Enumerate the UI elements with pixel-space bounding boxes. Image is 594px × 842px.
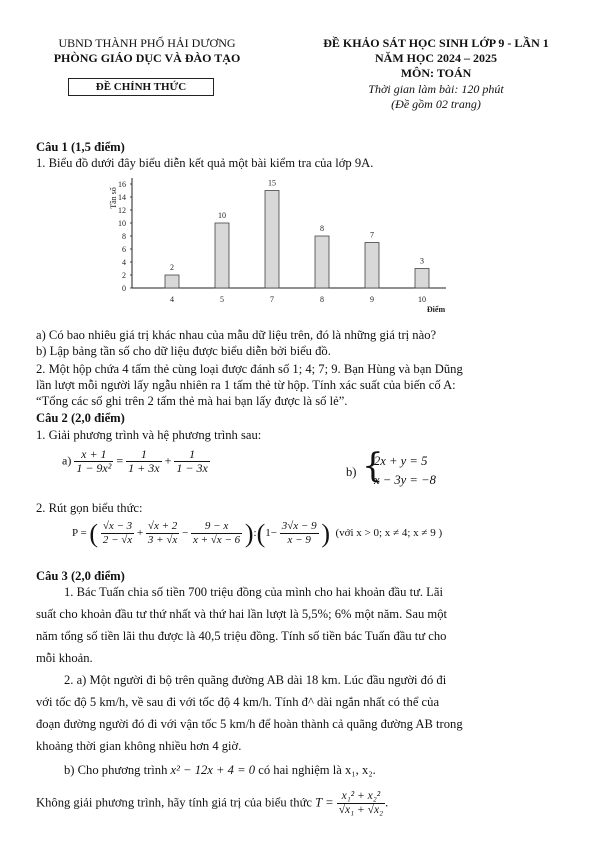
T-den: √x₁ + √x₂ xyxy=(338,804,384,816)
eq-a-equals: = xyxy=(116,453,124,468)
eq-a-num2: 1 xyxy=(126,448,161,462)
bar-10 xyxy=(415,269,429,289)
q3-last xyxy=(36,790,388,817)
P-num1: √x − 3 xyxy=(102,520,133,532)
q3-p2a-line4: khoảng thời gian không nhiều hơn 4 giờ. xyxy=(36,739,242,753)
subject: MÔN: TOÁN xyxy=(400,66,472,80)
P-den1: 2 − √x xyxy=(102,534,133,546)
eq-a-label: a) xyxy=(62,453,72,468)
eq-a-num1: x + 1 xyxy=(74,448,113,462)
x-tick-label: 4 xyxy=(170,295,174,304)
data-label: 15 xyxy=(268,178,276,188)
x-tick-label: 10 xyxy=(418,295,426,304)
org-line-1: UBND THÀNH PHỐ HẢI DƯƠNG xyxy=(58,36,236,50)
y-tick-label: 8 xyxy=(122,232,126,241)
q3-p2b-equation: x² − 12x + 4 = 0 xyxy=(170,763,256,777)
q3-p2b-pre: b) Cho phương trình xyxy=(64,763,168,777)
q1-part2-line3: “Tổng các số ghi trên 2 tấm thẻ mà hai bạn lấy được là số lẻ”. xyxy=(36,394,348,408)
q3-p1-line4: mỗi khoản. xyxy=(36,651,93,665)
P-den2: 3 + √x xyxy=(147,534,178,546)
q3-title: Câu 3 (2,0 điểm) xyxy=(36,569,125,583)
page-count: (Đề gồm 02 trang) xyxy=(391,97,481,111)
exam-title: ĐỀ KHẢO SÁT HỌC SINH LỚP 9 - LẦN 1 xyxy=(323,36,549,50)
y-tick-label: 2 xyxy=(122,271,126,280)
bar-9 xyxy=(365,243,379,289)
x-tick-label: 9 xyxy=(370,295,374,304)
y-tick-label: 0 xyxy=(122,284,126,293)
q3-p1-line1: 1. Bác Tuấn chia số tiền 700 triệu đồng của mình cho hai khoản đầu tư. Lãi xyxy=(64,585,443,599)
y-tick-label: 4 xyxy=(122,258,126,267)
q2-title: Câu 2 (2,0 điểm) xyxy=(36,411,125,425)
equation-a xyxy=(62,448,210,475)
q2-part2: 2. Rút gọn biểu thức: xyxy=(36,501,143,515)
eq-a-den2: 1 + 3x xyxy=(128,461,160,475)
q1-part2-line2: lần lượt mỗi người lấy ngẫu nhiên ra 1 tấm thẻ từ hộp. Tính xác suất của biến cố A: xyxy=(36,378,456,392)
system-b-line1: 2x + y = 5 xyxy=(374,454,428,468)
q1-b: b) Lập bảng tần số cho dữ liệu được biểu diễn bởi biểu đồ. xyxy=(36,344,331,358)
bar-4 xyxy=(165,275,179,288)
P-den3: x + √x − 6 xyxy=(192,534,241,546)
P-condition: (với x > 0; x ≠ 4; x ≠ 9 ) xyxy=(335,527,443,540)
bar-8 xyxy=(315,236,329,288)
q1-part2-line1: 2. Một hộp chứa 4 tấm thẻ cùng loại được đánh số 1; 4; 7; 9. Bạn Hùng và bạn Dũng xyxy=(36,362,463,376)
y-tick-label: 14 xyxy=(118,193,126,202)
expression-P: P = ( $\frac{√x - 3}{2 - √x}$ + $\frac{√x + 2}{3 + √x}$ − $\frac{9 - x}{x + √x - 6}$ ):(1− $\frac{3√x - 9}{x - 9}$ ) (với x > 0; x ≠ 4; x ≠ 9 ) xyxy=(72,519,443,548)
exam-time: Thời gian làm bài: 120 phút xyxy=(368,82,504,96)
eq-a-den1: 1 − 9x² xyxy=(76,461,112,475)
q2-part1: 1. Giải phương trình và hệ phương trình sau: xyxy=(36,428,262,442)
system-b-label: b) xyxy=(346,465,357,479)
y-axis-label: Tần số xyxy=(109,187,118,209)
x-tick-label: 7 xyxy=(270,295,274,304)
data-label: 2 xyxy=(170,263,174,272)
q1-title: Câu 1 (1,5 điểm) xyxy=(36,140,125,154)
data-label: 10 xyxy=(218,211,226,220)
x-tick-label: 5 xyxy=(220,295,224,304)
P-num4: 3√x − 9 xyxy=(281,520,317,532)
q3-p1-line3: năm tổng số tiền lãi thu được là 40,5 triệu đồng. Tính số tiền bác Tuấn đầu tư cho xyxy=(36,629,447,643)
eq-a-den3: 1 − 3x xyxy=(176,461,208,475)
P-lhs: P = xyxy=(72,527,87,540)
system-b-line2: x − 3y = −8 xyxy=(374,473,436,487)
q3-p2b xyxy=(64,762,376,778)
official-box: ĐỀ CHÍNH THỨC xyxy=(68,78,214,96)
data-label: 3 xyxy=(420,256,424,266)
T-end: . xyxy=(385,795,389,810)
q1-a: a) Có bao nhiêu giá trị khác nhau của mẫu dữ liệu trên, đó là những giá trị nào? xyxy=(36,328,437,342)
x-axis-label: Điểm xyxy=(426,305,446,314)
q3-last-pre: Không giải phương trình, hãy tính giá trị của biểu thức xyxy=(36,795,312,810)
eq-a-num3: 1 xyxy=(174,448,209,462)
data-label: 8 xyxy=(320,224,324,233)
q3-p2b-post: có hai nghiệm là x₁, x₂. xyxy=(258,763,376,777)
x-tick-label: 8 xyxy=(320,295,324,304)
P-num2: √x + 2 xyxy=(147,520,178,532)
eq-a-plus: + xyxy=(164,453,172,468)
y-tick-label: 10 xyxy=(118,219,126,228)
bar-5 xyxy=(215,223,229,288)
bar-7 xyxy=(265,191,279,289)
org-line-2: PHÒNG GIÁO DỤC VÀ ĐÀO TẠO xyxy=(53,51,241,65)
y-tick-label: 6 xyxy=(122,245,126,254)
q3-p2a-line2: với tốc độ 5 km/h, về sau đi với tốc độ 4 km/h. Tính đ^ dài ngắn nhất có thể của xyxy=(36,695,440,709)
y-tick-label: 12 xyxy=(118,206,126,215)
q3-p2a-line3: đoạn đường người đó đi với vận tốc 5 km/h để hoàn thành cả quãng đường AB trong xyxy=(36,717,463,731)
q3-p2a-line1: 2. a) Một người đi bộ trên quãng đường AB dài 18 km. Lúc đầu người đó đi xyxy=(64,673,447,687)
P-den4: x − 9 xyxy=(287,534,311,546)
system-brace: { xyxy=(362,446,384,486)
data-label: 7 xyxy=(370,230,374,240)
q3-p1-line2: suất cho khoản đầu tư thứ nhất và thứ hai lần lượt là 5,5%; 6% một năm. Sau một xyxy=(36,607,448,621)
bar-chart xyxy=(106,172,466,314)
T-num: x₁² + x₂² xyxy=(337,790,385,804)
school-year: NĂM HỌC 2024 – 2025 xyxy=(375,51,497,65)
T-lhs: T = xyxy=(315,795,334,810)
P-num3: 9 − x xyxy=(191,520,242,534)
q1-part1: 1. Biểu đồ dưới đây biểu diễn kết quả một bài kiểm tra của lớp 9A. xyxy=(36,156,374,170)
y-tick-label: 16 xyxy=(118,180,126,189)
